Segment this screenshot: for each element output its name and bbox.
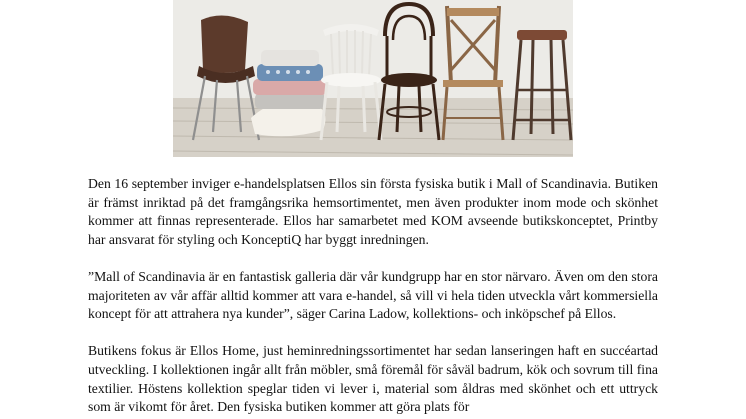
chairs-illustration <box>173 0 573 157</box>
paragraph-quote: ”Mall of Scandinavia är en fantastisk galleria där vår kundgrupp har en stor närvaro. Även om den stora majoriteten av vår affär alltid kommer att vara e-handel, så vill vi hela tiden utveckla vårt kommersiella koncept för att attrahera nya kunder”, säger Carina Ladow, kollektions- och inköpschef på Ellos. <box>88 268 658 322</box>
paragraph-intro: Den 16 september inviger e-handelsplatsen Ellos sin första fysiska butik i Mall of Scandinavia. Butiken är främst inriktad på det framgångsrika hemsortimentet, men även produkter inom mode och skönhet kommer att finnas representerade. Ellos har samarbetet med KOM avseende butikskonceptet, Printby har ansvarat för styling och KonceptiQ har byggt inredningen. <box>88 176 658 247</box>
article-body <box>88 175 658 419</box>
paragraph-home-focus: Butikens fokus är Ellos Home, just heminredningssortimentet har sedan lanseringen haft en succéartad utveckling. I kollektionen ingår allt från möbler, små föremål för såväl badrum, kök och sovrum till fina textilier. Höstens kollektion speglar tiden vi lever i, material som åldras med skönhet och ett uttryck som är vikomt för året. Den fysiska butiken kommer att göra plats för <box>88 343 658 415</box>
pillow-stack <box>251 50 327 136</box>
chairs-photo <box>173 0 573 157</box>
